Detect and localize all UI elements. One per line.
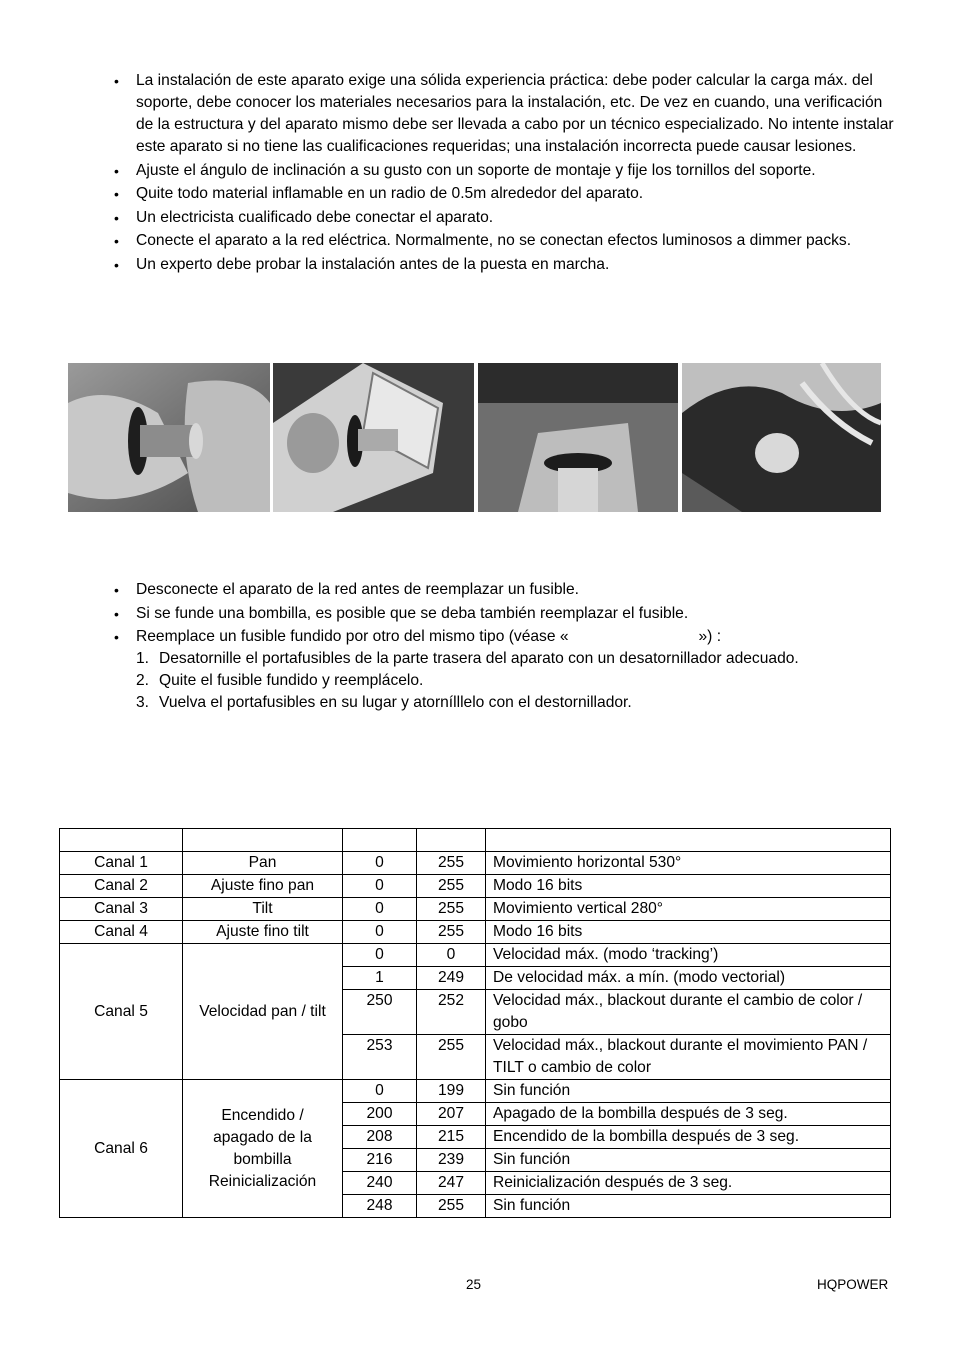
to-value-cell: 247	[417, 1172, 486, 1195]
step-number: 1.	[136, 650, 150, 667]
function-line: apagado de la	[213, 1128, 312, 1146]
description-cell: Sin función	[486, 1195, 891, 1218]
bullet-item: • Desconecte el aparato de la red antes de reemplazar un fusible.	[114, 579, 894, 601]
step-number: 3.	[136, 694, 150, 711]
function-line: Encendido /	[221, 1106, 304, 1124]
description-cell: Reinicialización después de 3 seg.	[486, 1172, 891, 1195]
brand-name: HQPOWER	[817, 1277, 889, 1292]
function-cell: Tilt	[183, 898, 343, 921]
bullet-item: • Un electricista cualificado debe conectar el aparato.	[114, 207, 894, 229]
bullet-item: • Quite todo material inflamable en un radio de 0.5m alrededor del aparato.	[114, 183, 894, 205]
dmx-channel-table	[59, 828, 891, 1218]
fuse-bullet-list	[114, 579, 894, 650]
to-value-cell: 199	[417, 1080, 486, 1103]
step-number: 2.	[136, 672, 150, 689]
description-cell: Velocidad máx., blackout durante el cambio de color / gobo	[486, 990, 891, 1035]
from-value-cell: 240	[343, 1172, 417, 1195]
function-cell: Pan	[183, 852, 343, 875]
from-value-cell: 216	[343, 1149, 417, 1172]
page-number: 25	[466, 1277, 482, 1292]
to-value-cell: 0	[417, 944, 486, 967]
table-row	[60, 921, 891, 944]
step-item	[136, 692, 896, 714]
to-value-cell: 255	[417, 898, 486, 921]
from-value-cell: 0	[343, 944, 417, 967]
to-value-cell: 215	[417, 1126, 486, 1149]
mounting-photo-strip	[68, 363, 881, 512]
to-value-cell: 252	[417, 990, 486, 1035]
step-item	[136, 648, 896, 670]
fuse-replace-text: Reemplace un fusible fundido por otro del mismo tipo (véase « ») :	[136, 628, 722, 645]
installation-bullet-list	[114, 70, 894, 277]
function-line: bombilla	[233, 1150, 292, 1168]
to-value-cell: 255	[417, 1195, 486, 1218]
from-value-cell: 0	[343, 875, 417, 898]
to-value-cell: 255	[417, 852, 486, 875]
description-cell: Sin función	[486, 1149, 891, 1172]
to-value-cell: 249	[417, 967, 486, 990]
table-header-row	[60, 829, 891, 852]
header-cell	[343, 829, 417, 852]
description-cell: Velocidad máx., blackout durante el movimiento PAN / TILT o cambio de color	[486, 1035, 891, 1080]
description-cell: Sin función	[486, 1080, 891, 1103]
from-value-cell: 208	[343, 1126, 417, 1149]
step-text: Vuelva el portafusibles en su lugar y atornílllelo con el destornillador.	[159, 694, 632, 711]
from-value-cell: 0	[343, 1080, 417, 1103]
from-value-cell: 248	[343, 1195, 417, 1218]
channel-cell: Canal 1	[60, 852, 183, 875]
to-value-cell: 255	[417, 921, 486, 944]
photo-bracket-washers	[273, 363, 474, 512]
channel-cell: Canal 2	[60, 875, 183, 898]
from-value-cell: 253	[343, 1035, 417, 1080]
step-text: Desatornille el portafusibles de la parte trasera del aparato con un desatornillador adecuado.	[159, 650, 799, 667]
description-cell: Apagado de la bombilla después de 3 seg.	[486, 1103, 891, 1126]
header-cell	[417, 829, 486, 852]
table-row	[60, 1080, 891, 1103]
from-value-cell: 0	[343, 852, 417, 875]
channel-cell: Canal 5	[60, 944, 183, 1080]
photo-bracket-on-frame	[478, 363, 678, 512]
step-item	[136, 670, 896, 692]
description-cell: Modo 16 bits	[486, 921, 891, 944]
channel-cell: Canal 4	[60, 921, 183, 944]
to-value-cell: 239	[417, 1149, 486, 1172]
description-cell: Modo 16 bits	[486, 875, 891, 898]
description-cell: Movimiento horizontal 530°	[486, 852, 891, 875]
bullet-item: • Ajuste el ángulo de inclinación a su gusto con un soporte de montaje y fije los tornillos del soporte.	[114, 160, 894, 182]
from-value-cell: 200	[343, 1103, 417, 1126]
function-cell: Velocidad pan / tilt	[183, 944, 343, 1080]
description-cell: De velocidad máx. a mín. (modo vectorial)	[486, 967, 891, 990]
to-value-cell: 207	[417, 1103, 486, 1126]
function-line: Reinicialización	[208, 1172, 317, 1190]
table-row	[60, 852, 891, 875]
table-row	[60, 898, 891, 921]
description-cell: Encendido de la bombilla después de 3 seg.	[486, 1126, 891, 1149]
step-text: Quite el fusible fundido y reemplácelo.	[159, 672, 424, 689]
function-cell: Ajuste fino tilt	[183, 921, 343, 944]
function-cell: Ajuste fino pan	[183, 875, 343, 898]
bullet-item	[114, 626, 894, 648]
function-cell	[183, 1080, 343, 1218]
to-value-cell: 255	[417, 1035, 486, 1080]
header-cell	[183, 829, 343, 852]
to-value-cell: 255	[417, 875, 486, 898]
photo-hand-holding-screw	[68, 363, 270, 512]
from-value-cell: 1	[343, 967, 417, 990]
header-cell	[60, 829, 183, 852]
description-cell: Movimiento vertical 280°	[486, 898, 891, 921]
photo-fixed-mount-clip	[682, 363, 881, 512]
from-value-cell: 250	[343, 990, 417, 1035]
from-value-cell: 0	[343, 898, 417, 921]
header-cell	[486, 829, 891, 852]
fuse-steps-list	[136, 648, 896, 714]
table-row	[60, 944, 891, 967]
channel-cell: Canal 3	[60, 898, 183, 921]
table-row	[60, 875, 891, 898]
description-cell: Velocidad máx. (modo ‘tracking’)	[486, 944, 891, 967]
bullet-item: • Conecte el aparato a la red eléctrica. Normalmente, no se conectan efectos luminosos a dimmer packs.	[114, 230, 894, 252]
from-value-cell: 0	[343, 921, 417, 944]
bullet-item: • Si se funde una bombilla, es posible que se deba también reemplazar el fusible.	[114, 603, 894, 625]
bullet-item: • La instalación de este aparato exige una sólida experiencia práctica: debe poder calcular la carga máx. del soporte, debe conocer los materiales necesarios para la instalación, etc. De vez en cuando, una verificación de la estructura y del aparato mismo debe ser llevada a cabo por un técnico especializado. No intente instalar este aparato si no tiene las cualificaciones requeridas; una instalación incorrecta puede causar lesiones.	[114, 70, 894, 158]
bullet-item: • Un experto debe probar la instalación antes de la puesta en marcha.	[114, 254, 894, 276]
channel-cell: Canal 6	[60, 1080, 183, 1218]
